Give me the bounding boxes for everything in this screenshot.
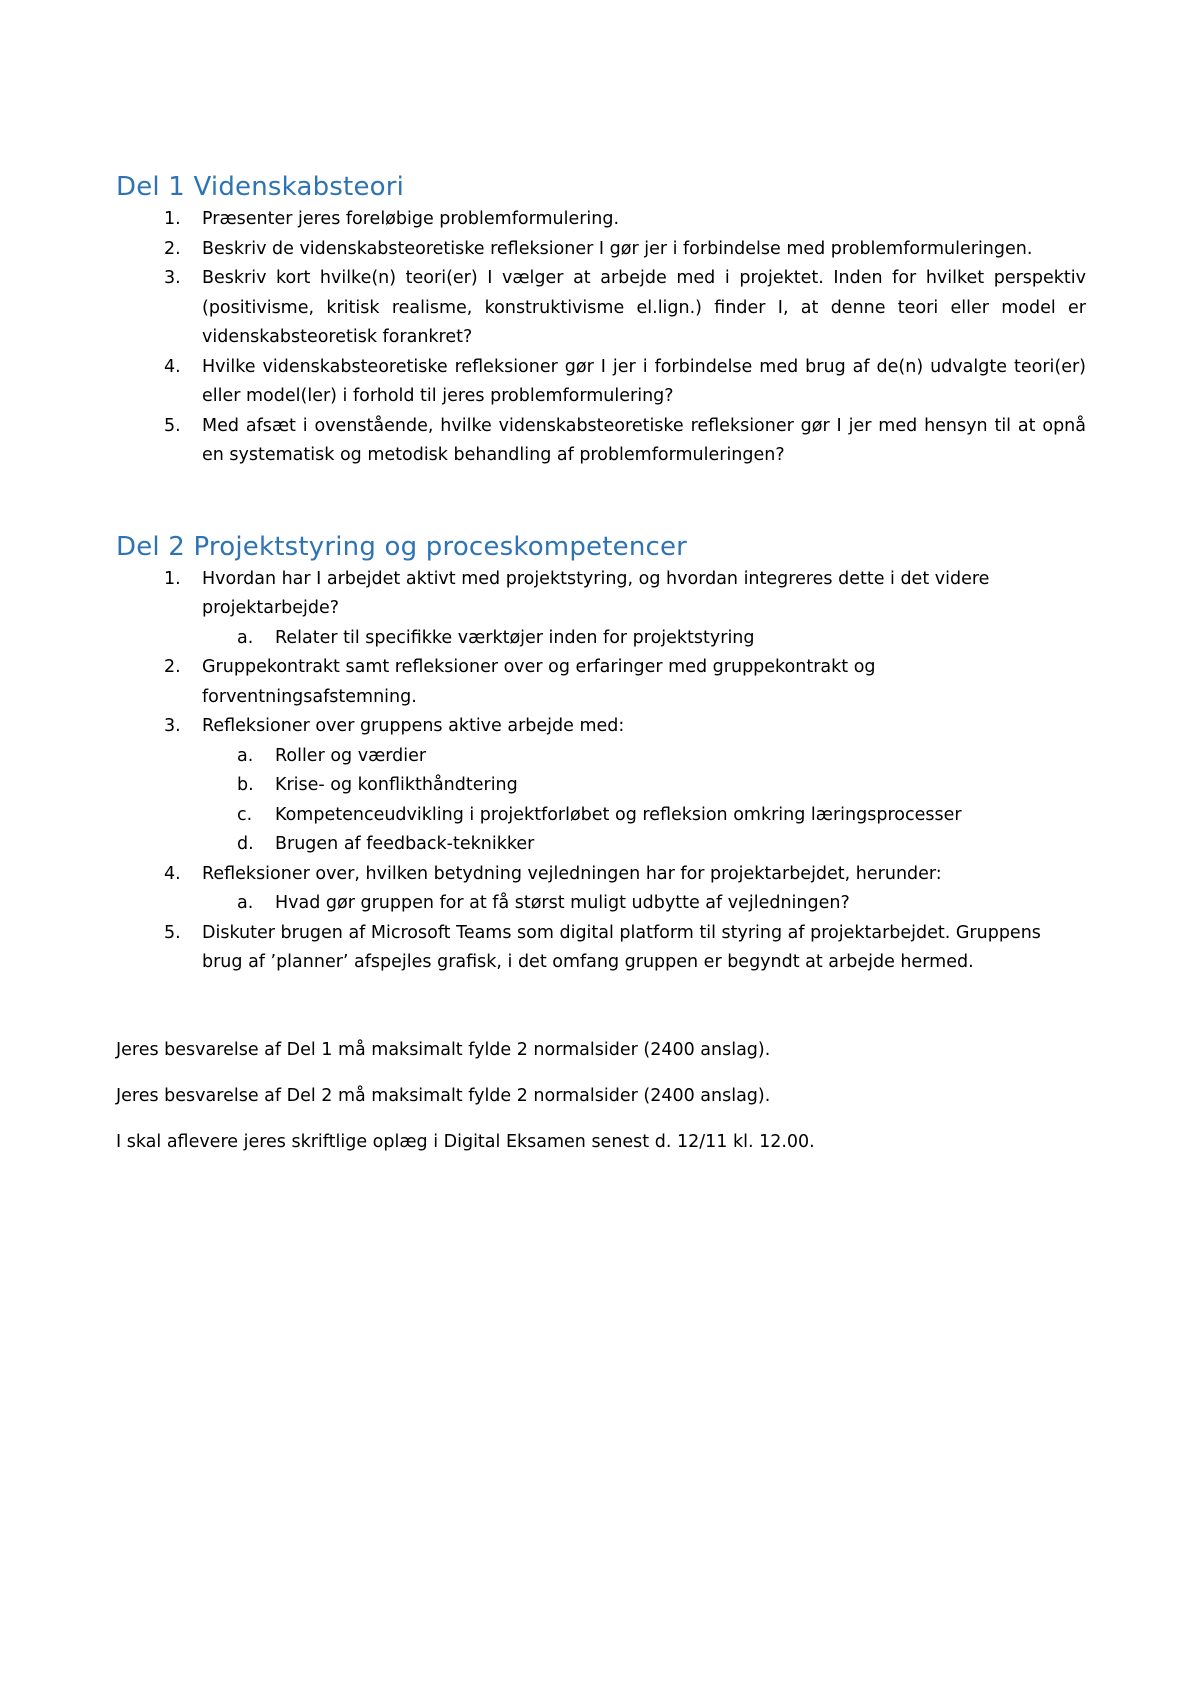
sub-list-text: Kompetenceudvikling i projektforløbet og refleksion omkring læringsprocesser [275, 804, 962, 825]
sub-list-text: Brugen af feedback-teknikker [275, 834, 535, 854]
numbered-list [116, 205, 1086, 471]
list-item [116, 412, 1086, 471]
sub-list-letter: a. [237, 745, 254, 766]
sub-list-letter: a. [237, 893, 254, 913]
sub-list-letter: b. [237, 775, 254, 795]
submission-notes [116, 1038, 1086, 1154]
list-text: Refleksioner over gruppens aktive arbejde med: [202, 716, 625, 736]
note-del-2-length: Jeres besvarelse af Del 2 må maksimalt fylde 2 normalsider (2400 anslag). [116, 1085, 771, 1106]
sub-list-letter: d. [237, 834, 254, 854]
list-item [116, 860, 1086, 890]
section-heading: Del 1 Videnskabsteori [116, 172, 405, 202]
list-number: 5. [164, 922, 181, 943]
list-number: 2. [164, 238, 181, 259]
sub-list-text: Relater til specifikke værktøjer inden for projektstyring [275, 627, 755, 648]
note-del-1-length: Jeres besvarelse af Del 1 må maksimalt fylde 2 normalsider (2400 anslag). [116, 1039, 771, 1060]
note-deadline: I skal aflevere jeres skriftlige oplæg i Digital Eksamen senest d. 12/11 kl. 12.00. [116, 1131, 815, 1152]
list-text: Diskuter brugen af Microsoft Teams som digital platform til styring af projektarbejdet. Gruppens brug af ’planner’ afspejles grafisk, i det omfang gruppen er begyndt at arbejde hermed. [202, 922, 1041, 972]
sub-list-item [116, 889, 1086, 919]
list-number: 4. [164, 863, 181, 884]
list-item [116, 205, 1086, 235]
list-item [116, 353, 1086, 412]
sub-list-item [116, 771, 1086, 801]
document-content [116, 170, 1086, 1176]
list-item [116, 235, 1086, 265]
section-del-2 [116, 530, 1086, 978]
sub-list-item [116, 742, 1086, 772]
list-item [116, 653, 1086, 712]
list-number: 2. [164, 657, 181, 677]
sub-list-text: Hvad gør gruppen for at få størst muligt udbytte af vejledningen? [275, 893, 850, 913]
section-del-1 [116, 170, 1086, 471]
list-text: Hvordan har I arbejdet aktivt med projektstyring, og hvordan integreres dette i det videre projektarbejde? [202, 568, 990, 618]
list-number: 5. [164, 415, 181, 436]
sub-list-letter: c. [237, 804, 253, 825]
sub-list-text: Krise- og konflikthåndtering [275, 775, 518, 795]
list-number: 3. [164, 268, 181, 288]
list-item [116, 565, 1086, 624]
section-heading: Del 2 Projektstyring og proceskompetencer [116, 531, 688, 562]
list-item [116, 919, 1086, 978]
list-text: Præsenter jeres foreløbige problemformulering. [202, 209, 620, 229]
sub-list-letter: a. [237, 627, 254, 648]
numbered-list [116, 565, 1086, 978]
list-number: 1. [164, 209, 181, 229]
list-item [116, 712, 1086, 742]
sub-list-item [116, 801, 1086, 831]
list-text: Refleksioner over, hvilken betydning vejledningen har for projektarbejdet, herunder: [202, 863, 942, 884]
list-text: Hvilke videnskabsteoretiske refleksioner gør I jer i forbindelse med brug af de(n) udvalgte teori(er) eller model(ler) i forhold til jeres problemformulering? [202, 356, 1086, 406]
list-text: Med afsæt i ovenstående, hvilke videnskabsteoretiske refleksioner gør I jer med hensyn til at opnå en systematisk og metodisk behandling af problemformuleringen? [202, 415, 1086, 465]
list-item [116, 264, 1086, 353]
list-number: 4. [164, 356, 181, 377]
list-text: Beskriv kort hvilke(n) teori(er) I vælger at arbejde med i projektet. Inden for hvilket perspektiv (positivisme, kritisk realisme, konstruktivisme el.lign.) finder I, at denne teori eller model er videnskabsteoretisk forankret? [202, 268, 1086, 347]
list-number: 3. [164, 716, 181, 736]
sub-list-item [116, 830, 1086, 860]
sub-list-item [116, 624, 1086, 654]
list-text: Gruppekontrakt samt refleksioner over og erfaringer med gruppekontrakt og forventningsafstemning. [202, 657, 876, 707]
list-text: Beskriv de videnskabsteoretiske refleksioner I gør jer i forbindelse med problemformuleringen. [202, 238, 1033, 259]
list-number: 1. [164, 568, 181, 589]
sub-list-text: Roller og værdier [275, 745, 427, 766]
